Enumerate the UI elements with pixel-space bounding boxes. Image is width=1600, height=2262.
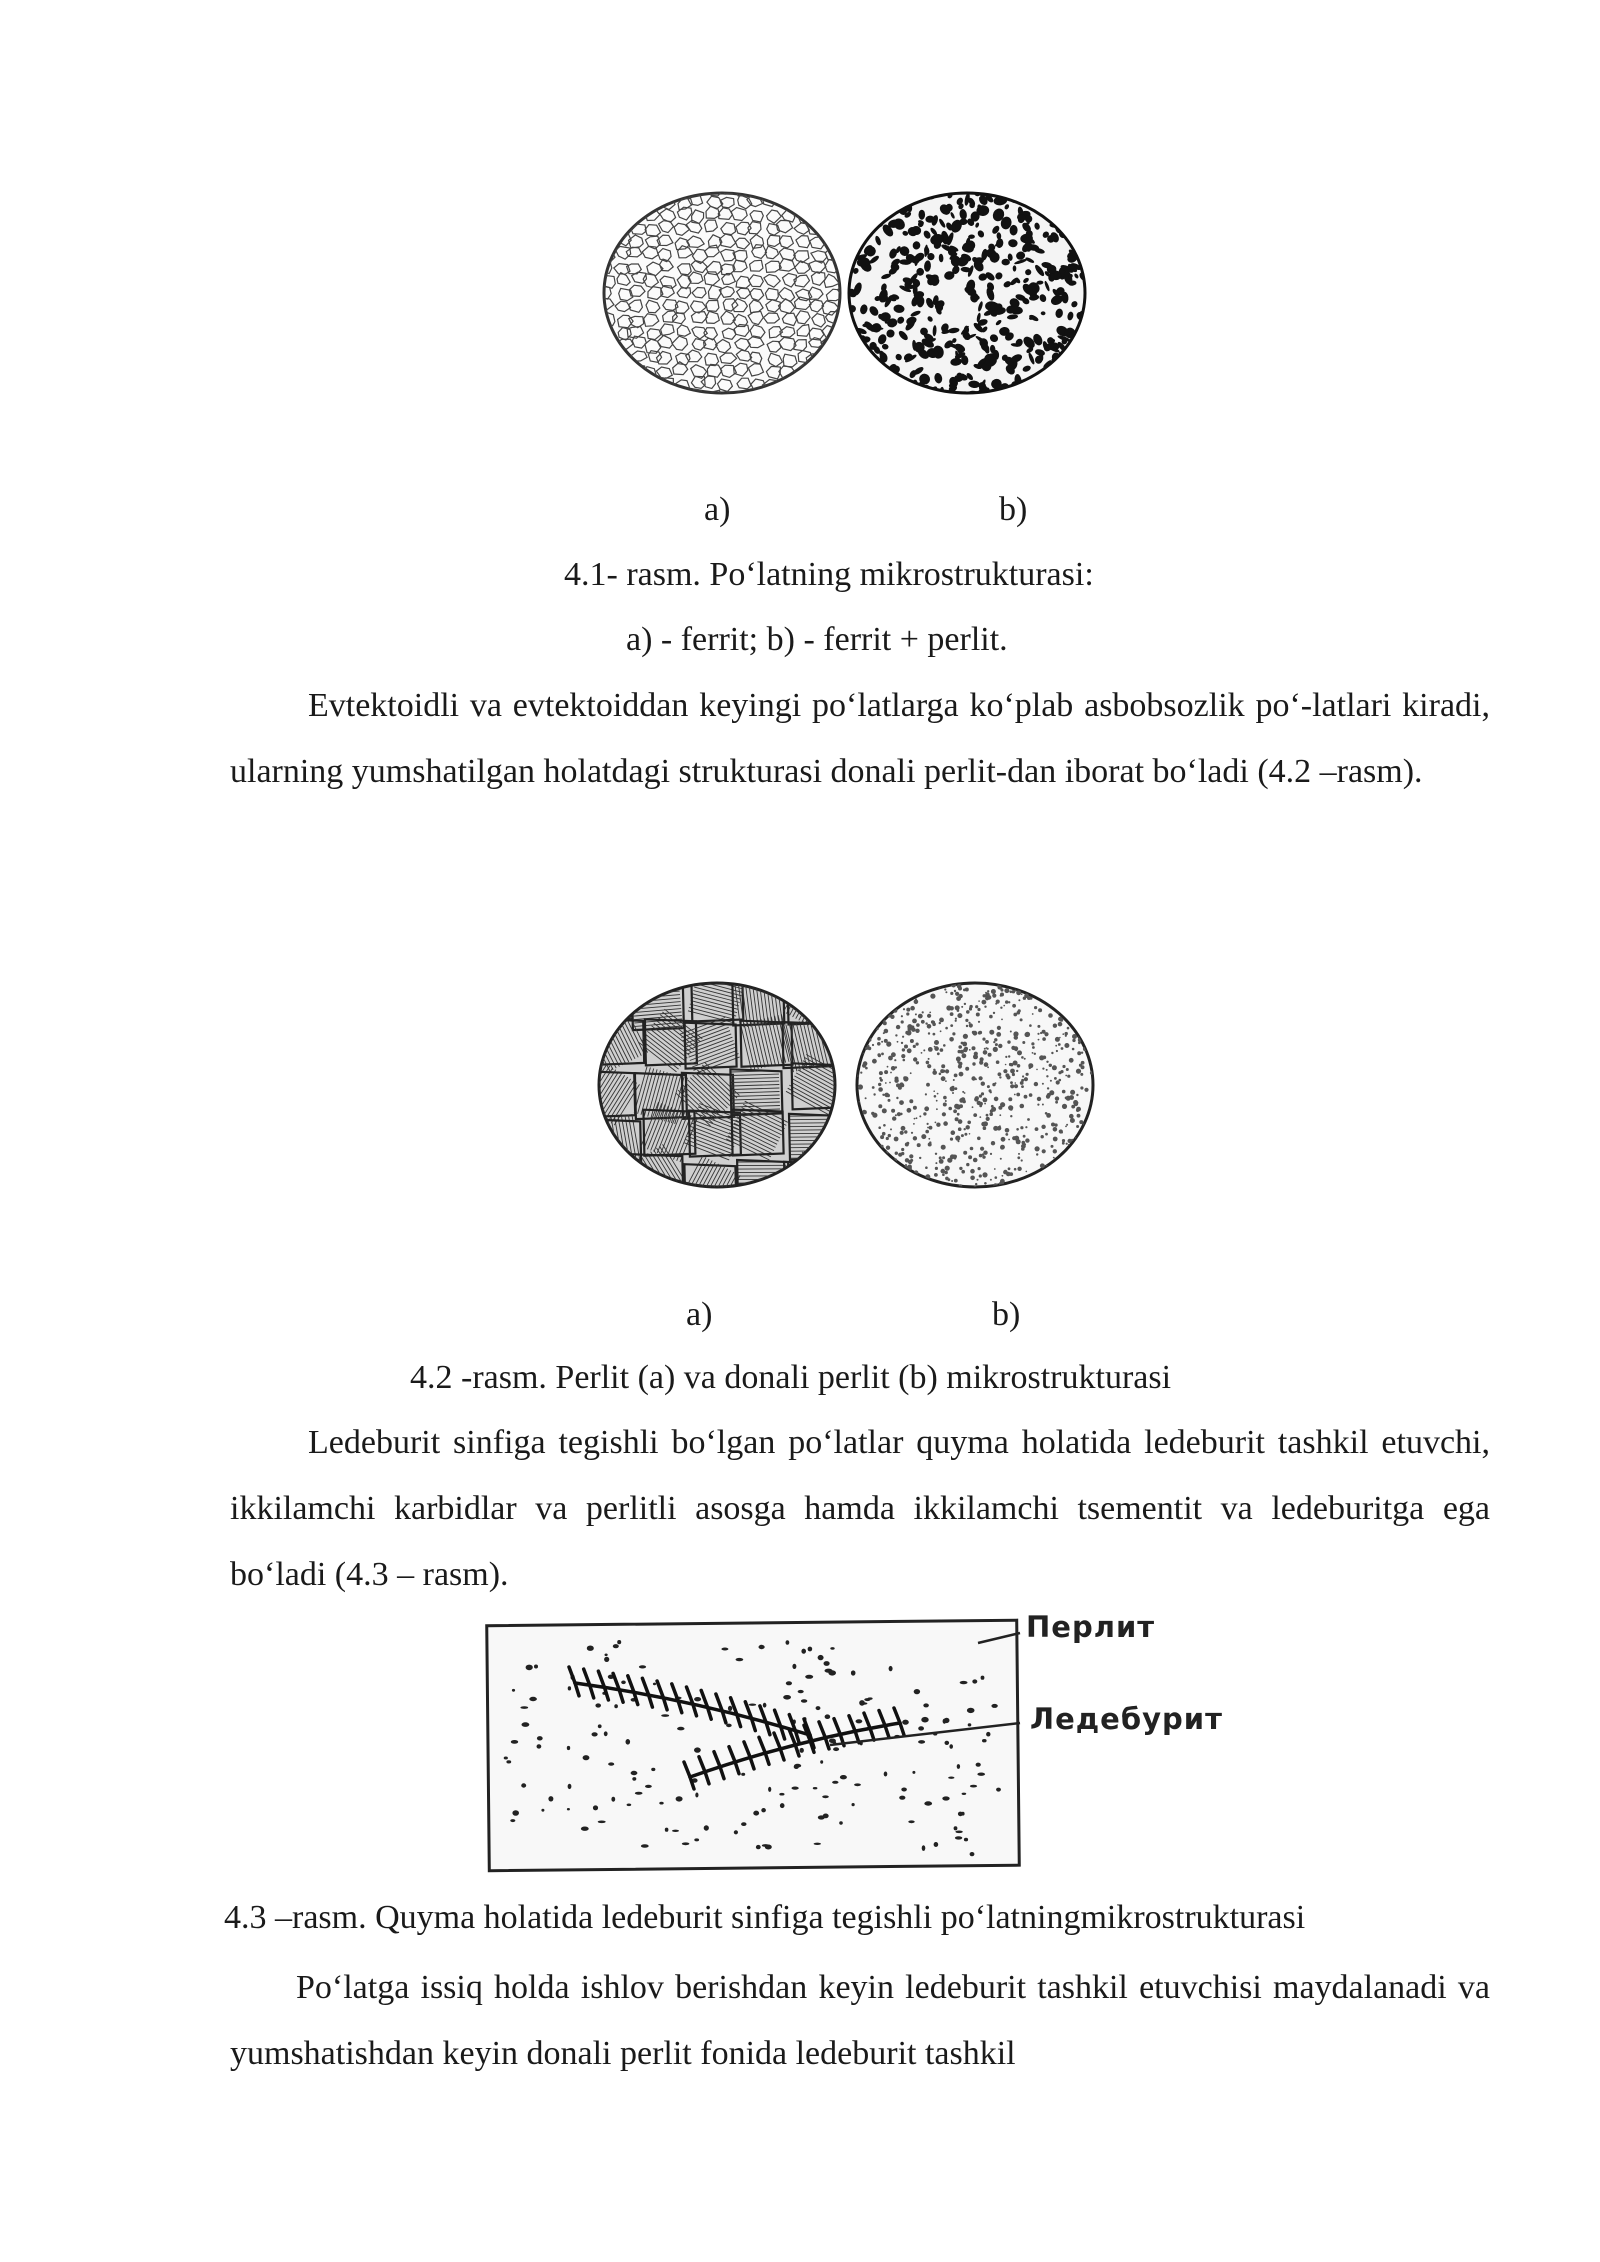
ferrite-micrograph — [600, 185, 859, 405]
figure-4-1-label-a: a) — [704, 491, 731, 528]
figure-4-3-image — [480, 1605, 1040, 1875]
figure-4-3-caption: 4.3 –rasm. Quyma holatida ledeburit sinfiga tegishli po‘latningmikrostrukturasi — [224, 1899, 1306, 1936]
paragraph-3 — [230, 1955, 1490, 2087]
figure-4-2-label-a: a) — [686, 1296, 713, 1333]
paragraph-2 — [230, 1410, 1490, 1608]
figure-4-1-caption: 4.1- rasm. Po‘latning mikrostrukturasi: — [564, 556, 1094, 593]
perlite-micrograph — [590, 975, 848, 1200]
figure-4-2-label-b: b) — [992, 1296, 1021, 1333]
figure-4-1-images — [600, 185, 1120, 405]
ferrite-perlite-micrograph — [841, 185, 1103, 404]
figure-4-2-images — [590, 975, 1130, 1200]
granular-perlite-micrograph — [853, 979, 1097, 1193]
paragraph-3-text: Po‘latga issiq holda ishlov berishdan keyin ledeburit tashkil etuvchisi maydalanadi va yumshatishdan keyin donali perlit fonida ledeburit tashkil — [230, 1969, 1490, 2072]
ledeburite-label: Ледебурит — [1030, 1702, 1223, 1736]
perlite-label: Перлит — [1026, 1610, 1156, 1644]
paragraph-1-text: Evtektoidli va evtektoiddan keyingi po‘latlarga ko‘plab asbobsozlik po‘-latlari kiradi, ularning yumshatilgan holatdagi strukturasi donali perlit-dan iborat bo‘ladi (4.2 –rasm). — [230, 687, 1490, 790]
paragraph-1 — [230, 673, 1490, 805]
figure-4-1-label-b: b) — [999, 491, 1028, 528]
figure-4-1-caption-legend: a) - ferrit; b) - ferrit + perlit. — [626, 621, 1008, 658]
paragraph-2-text: Ledeburit sinfiga tegishli bo‘lgan po‘latlar quyma holatida ledeburit tashkil etuvchi, ikkilamchi karbidlar va perlitli asosga hamda ikkilamchi tsementit va ledeburitga ega bo‘ladi (4.3 – rasm). — [230, 1424, 1490, 1593]
figure-4-2-caption: 4.2 -rasm. Perlit (a) va donali perlit (b) mikrostrukturasi — [410, 1359, 1172, 1396]
